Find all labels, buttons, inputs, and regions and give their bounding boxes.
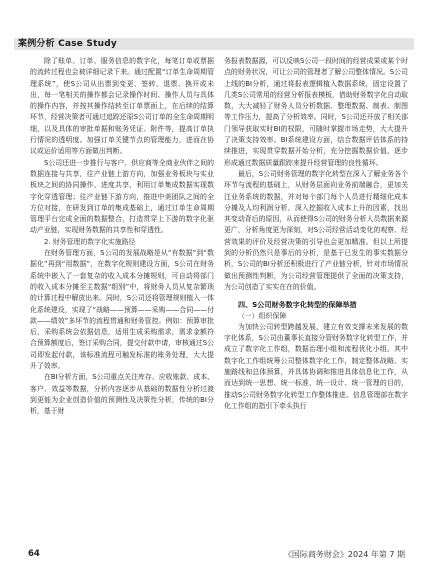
body-paragraph: 务报表数据源，可以反映S公司一段时间的经营成果或某个时点的财务状况，可让公司的管理者了解公司整体情况。S公司上线的BI分析，通过将报表逻辑植入数据系统，固定设置了几类S公司常用的经营分析报表模板，借助财务数字化自动取数，大大减轻了财务人员分析数据、整理数据、制表、制图等工作压力，提高了分析效率。同时，S公司还开放了相关部门领导获取实时BI的权限，可随时掌握市场走势，大大提升了决策支持效率。BI系统建设方面，结合数据评估体系的持续推进，实现贯穿数据开始分析，充分挖掘数据价值，逐步形成通过数据质量跟踪来提升经营管理的良性循环。 <box>224 57 408 167</box>
body-paragraph: 在BI分析方面，S公司重点关注库存、应收账款、成本、客户、效益等数据，分析内容逐步从基础的数据性分析过渡到更能为企业创造价值的预测性及决策性分析，传统的BI分析，基于财 <box>30 373 214 416</box>
section-subheading: （一）组织保障 <box>238 311 287 320</box>
section-subheading: 2. 财务管理的数字化实施路径 <box>44 237 136 246</box>
body-paragraph: S公司还进一步推行与客户、供应商等全商业伙伴之间的数据连接与共享，往产业链上游方向，加强业务板块与实业板块之间的协同操作、进度共享，利用订单集成数据实现数字化穿透管理；往产业链下游方向，推进中美团队之间的全方位对接，在研发到订单的集成基础上，通过订单生命周期管理平台完成全面的数据整合，打造贯穿上下游的数字化驱动产业链，实现财务数据的共享性和穿透性。 <box>30 158 214 235</box>
left-column <box>30 56 214 546</box>
body-paragraph: 除了账单、订单、服务信息的数字化，每笔订单或票据的流转过程也会被详细记录下来。通过配置“订单生命周期管理系统”，使S公司从出票到变更、签转、退票、换开或未出，每一笔相关的操作都会记录操作时间、操作人员与具体的操作内容，并按其操作结转至订单票面上，在后续的结算环节，经营决策者可通过追踪还原S公司订单的全生命周期明细，以及具体的审批单据和账务凭证、附件等，提高订单执行情况的透明度。加强订单关键节点的管理能力，进而在协议或运价适用等方面做出判断。 <box>30 57 214 156</box>
section-label: 案例分析 Case Study <box>18 39 117 49</box>
body-paragraph: 最后，S公司财务管理的数字化转型在深入了解业务各个环节与流程的基础上，从财务层面向业务前端融合，更加关注业务系统的数据，并对每个部门每个人员进行精细化成本分摊及人均利润分析，深入挖掘收入成本上升的因素，找出其变动背后的原因，从而使得S公司的财务分析人员数据来源更广，分析角度更为深刻，对S公司经营活动变化的观察、经营效果的评价及经营决策的引导也会更加精准。但以上所提到的分析仍然只是事后的分析，是基于已发生的事实数据分析，S公司的BI分析还积极进行了产业链分析，针对市场情况做出预测性判断，为公司经营管理提供了全面的决策支持，为公司创造了实实在在的价值。 <box>224 169 408 291</box>
body-paragraph: 在财务管理方面，S公司的发展战略是从“有数据”到“数据化”再到“用数据”，在数字化规则建设方面，S公司在财务系统中嵌入了一套复杂的收入成本分摊规则，可自动将部门的收入成本分摊至主数据“组别”中，将财务人员从复杂繁琐的计算过程中解放出来。同时，S公司还将管理规则植入一体化系统建设，实现了“战略——预算——采购——合同——付款——绩效”多环节的流程贯通和财务管控。例如：预算审批后，采购系统会依据信息，适用生成采购需求，需求金额符合预算额度后，签订采购合同，提交付款申请，审核通过S公司即发起付款，该标准流程可触发标准的账务处理，大大提升了效率。 <box>30 249 214 371</box>
page-number: 64 <box>28 549 40 559</box>
right-column <box>224 56 408 546</box>
body-paragraph: 为加快公司转型跨越发展，建立有效支撑未来发展的数字化体系，S公司由董事长直接分管财务数字化转型工作，并成立了数字化工作组，数据治理小组和流程优化小组。其中数字化工作组统筹公司整体数字化工作，制定整体战略、实施路线和总体预算，并具体协调和推进具体信息化工作，从而达到统一思想、统一标准、统一设计、统一管理的目的，推动S公司财务数字化转型工作整体推进。信息管理部在数字化工作组的指引下牵头执行 <box>224 322 408 410</box>
section-heading: 四、S公司财务数字化转型的保障举措 <box>238 300 357 310</box>
journal-citation: 《国际商务财会》2024 年第 7 期 <box>283 550 405 559</box>
